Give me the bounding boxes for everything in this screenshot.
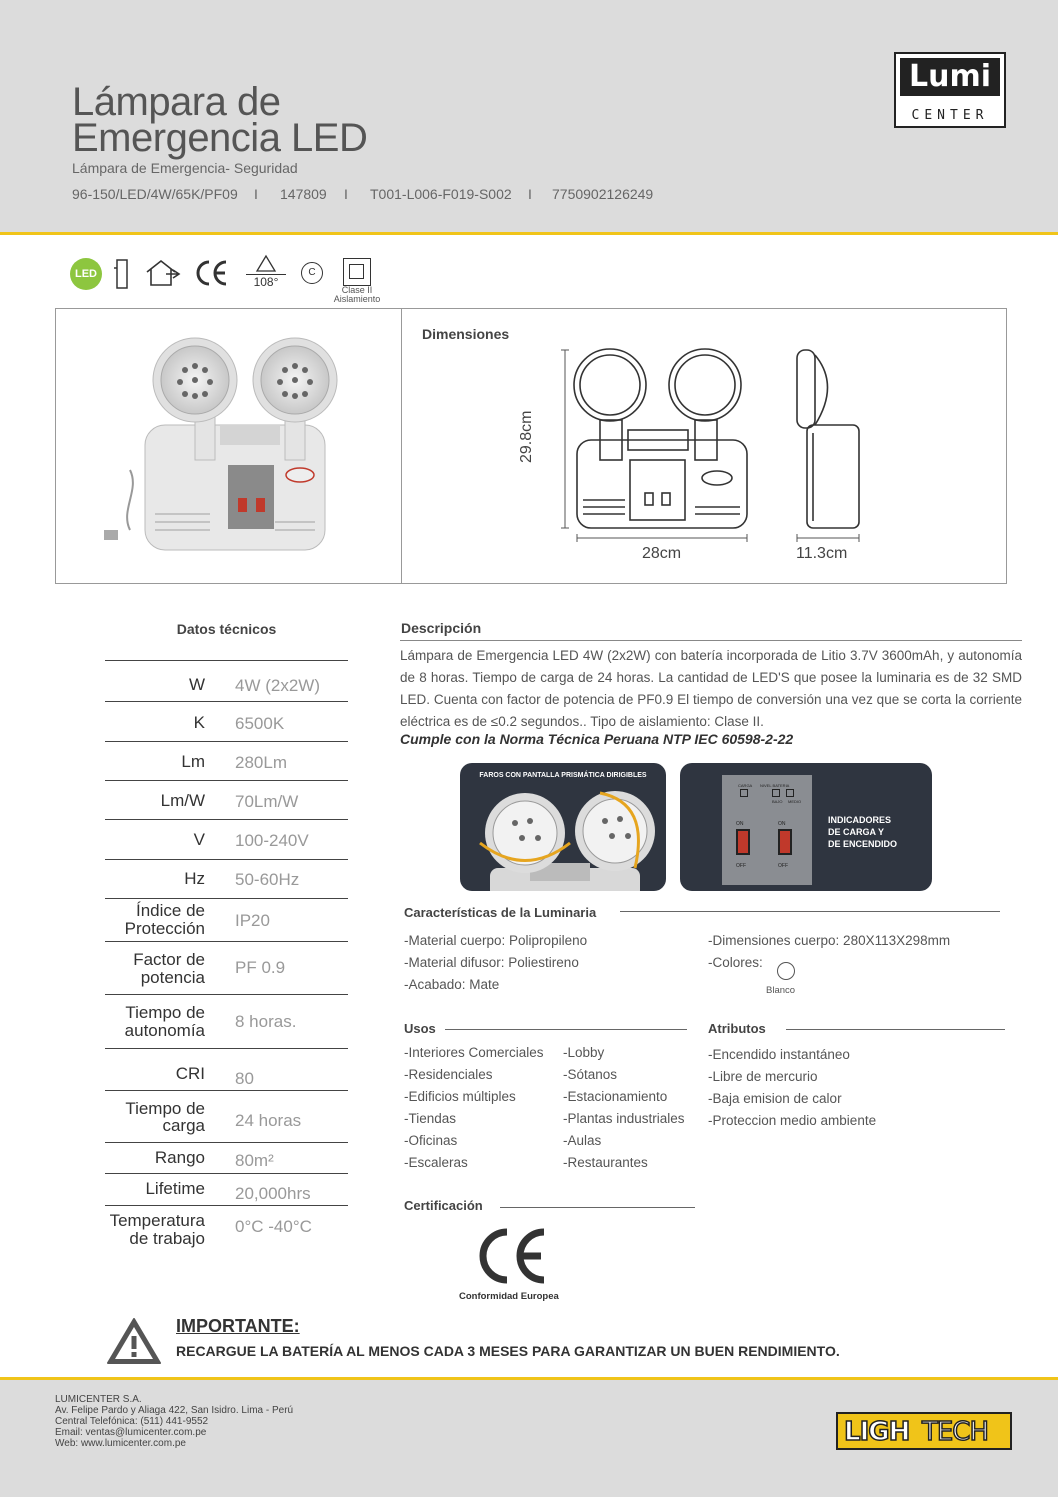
tech-label-autonomy-1: Tiempo de	[125, 1003, 205, 1022]
list-item: -Estacionamiento	[563, 1089, 668, 1104]
product-photo	[100, 330, 340, 560]
list-item: -Plantas industriales	[563, 1111, 685, 1126]
product-barcode: 7750902126249	[552, 186, 654, 202]
norma-text: Cumple con la Norma Técnica Peruana NTP IEC 60598-2-22	[400, 731, 794, 747]
list-item: -Acabado: Mate	[404, 977, 500, 992]
tech-label-temp-2: de trabajo	[129, 1229, 205, 1248]
dimensions-heading: Dimensiones	[422, 326, 510, 342]
tech-value-lifetime: 20,000hrs	[235, 1184, 311, 1203]
table-row-divider	[105, 660, 348, 661]
lumicenter-logo	[894, 52, 1006, 128]
tech-value-range: 80m²	[235, 1151, 274, 1170]
list-item: -Baja emision de calor	[708, 1091, 842, 1106]
list-item: -Oficinas	[404, 1133, 458, 1148]
list-item: -Lobby	[563, 1045, 605, 1060]
lightech-logo-left: LIGH	[844, 1417, 910, 1447]
indicators-caption: INDICADORES DE CARGA Y DE ENCENDIDO	[828, 815, 898, 849]
table-row-divider	[105, 1173, 348, 1174]
dimension-depth-label: 11.3cm	[796, 545, 848, 562]
tech-label-pf-1: Factor de	[133, 950, 205, 969]
list-item: -Material difusor: Poliestireno	[404, 955, 579, 970]
table-row-divider	[105, 741, 348, 742]
tech-label-lm: Lm	[181, 752, 205, 771]
description-text: Lámpara de Emergencia LED 4W (2x2W) con batería incorporada de Litio 3.7V 3600mAh, y autonomía de 8 horas. Tiempo de carga de 24 horas. La cantidad de LED'S que posee la luminaria es de 32 SMD LED. Cuenta con factor de potencia de PF0.9 El tiempo de conversión una vez que se corta la corriente eléctrica es de ≤0.2 segundos.. Tipo de aislamiento: Clase II.	[400, 648, 1022, 729]
table-row-divider	[105, 819, 348, 820]
tech-value-charge: 24 horas	[235, 1111, 302, 1130]
attributes-heading: Atributos	[708, 1021, 766, 1036]
table-row-divider	[105, 1048, 348, 1049]
beam-angle-icon	[254, 254, 278, 274]
table-row-divider	[105, 780, 348, 781]
tech-label-ip-1: Índice de	[136, 901, 205, 920]
tech-label-temp-1: Temperatura	[109, 1211, 205, 1230]
list-item: -Restaurantes	[563, 1155, 648, 1170]
list-item: -Proteccion medio ambiente	[708, 1113, 877, 1128]
tech-label-ip-2: Protección	[124, 919, 205, 938]
table-row-divider	[105, 1205, 348, 1206]
beam-angle-label: 108°	[246, 274, 286, 288]
uses-heading: Usos	[404, 1021, 436, 1036]
heads-photo-image	[460, 783, 666, 891]
list-item: -Edificios múltiples	[404, 1089, 516, 1104]
table-row-divider	[105, 859, 348, 860]
footer-accent-line	[0, 1377, 1058, 1380]
ce-mark-icon	[476, 1224, 548, 1288]
footer-address: Av. Felipe Pardo y Aliaga 422, San Isidro. Lima - Perú	[55, 1405, 294, 1416]
footer-company: LUMICENTER S.A.	[55, 1394, 142, 1405]
product-reference: T001-L006-F019-S002	[370, 186, 512, 202]
dimension-width-label: 28cm	[642, 545, 682, 562]
page-title-line-2: Emergencia LED	[72, 116, 368, 160]
tech-label-autonomy-2: autonomía	[124, 1021, 205, 1040]
footer-email: Email: ventas@lumicenter.com.pe	[55, 1427, 207, 1438]
tech-label-v: V	[193, 830, 205, 849]
important-title: IMPORTANTE:	[176, 1316, 300, 1336]
uses-list-col2	[563, 1042, 685, 1174]
list-item: -Encendido instantáneo	[708, 1047, 850, 1062]
c-mark-icon: C	[301, 262, 323, 284]
dimensions-drawing	[535, 345, 875, 545]
tech-value-cri: 80	[235, 1069, 254, 1088]
page-subtitle: Lámpara de Emergencia- Seguridad	[72, 160, 298, 176]
characteristics-heading: Características de la Luminaria	[404, 905, 597, 920]
description-heading: Descripción	[401, 620, 482, 636]
ce-icon	[194, 258, 230, 288]
uses-line	[445, 1029, 687, 1030]
characteristics-line	[620, 911, 1000, 912]
feature-photo-heads-caption: FAROS CON PANTALLA PRISMÁTICA DIRIGIBLES	[479, 772, 647, 779]
list-item: -Aulas	[563, 1133, 602, 1148]
list-item: -Colores:	[708, 955, 763, 970]
tech-label-charge-2: carga	[162, 1116, 205, 1135]
tech-label-lmw: Lm/W	[160, 791, 205, 810]
wall-mount-icon	[114, 258, 132, 290]
certification-caption: Conformidad Europea	[459, 1291, 559, 1302]
class-ii-icon	[343, 258, 371, 286]
feature-photo-panel	[680, 763, 932, 891]
tech-value-pf: PF 0.9	[235, 958, 286, 977]
important-text: RECARGUE LA BATERÍA AL MENOS CADA 3 MESES PARA GARANTIZAR UN BUEN RENDIMIENTO.	[176, 1343, 840, 1359]
logo-center-text: CENTER	[911, 108, 989, 123]
lightech-logo-right: TECH	[922, 1417, 989, 1447]
indoor-use-icon	[144, 258, 182, 288]
code-separator: I	[254, 186, 258, 202]
led-icon: LED	[70, 258, 102, 290]
tech-value-autonomy: 8 horas.	[235, 1012, 297, 1031]
feature-photo-heads	[460, 763, 666, 891]
tech-label-k: K	[193, 713, 205, 732]
color-swatch-label: Blanco	[766, 985, 796, 996]
tech-label-hz: Hz	[184, 869, 205, 888]
product-id: 147809	[280, 186, 327, 202]
tech-label-w: W	[188, 675, 205, 694]
attributes-line	[786, 1029, 1005, 1030]
lightech-logo	[836, 1412, 1012, 1450]
table-row-divider	[105, 898, 348, 899]
description-line	[400, 640, 1022, 641]
product-box-divider	[401, 308, 402, 584]
tech-label-charge-1: Tiempo de	[125, 1099, 205, 1118]
class-ii-label-1: Clase II	[341, 285, 373, 295]
code-separator: I	[528, 186, 532, 202]
certification-line	[500, 1207, 695, 1208]
tech-value-lm: 280Lm	[235, 753, 287, 772]
color-swatch-white	[777, 962, 795, 980]
tech-value-v: 100-240V	[235, 831, 309, 850]
footer-phone: Central Telefónica: (511) 441-9552	[55, 1416, 209, 1427]
left-switch-image	[736, 829, 750, 855]
tech-value-hz: 50-60Hz	[235, 870, 300, 889]
list-item: -Escaleras	[404, 1155, 468, 1170]
list-item: -Sótanos	[563, 1067, 618, 1082]
characteristics-right-list	[708, 930, 950, 974]
tech-value-w: 4W (2x2W)	[235, 676, 320, 695]
dimension-height-label: 29.8cm	[518, 410, 535, 463]
list-item: -Interiores Comerciales	[404, 1045, 544, 1060]
characteristics-left-list	[404, 930, 587, 996]
right-switch-image	[778, 829, 792, 855]
table-row-divider	[105, 1142, 348, 1143]
certification-heading: Certificación	[404, 1198, 483, 1213]
table-row-divider	[105, 994, 348, 995]
page-title-line-1: Lámpara de	[72, 80, 281, 124]
tech-label-lifetime: Lifetime	[145, 1179, 205, 1198]
list-item: -Libre de mercurio	[708, 1069, 818, 1084]
attributes-list	[708, 1044, 876, 1132]
table-row-divider	[105, 941, 348, 942]
tech-value-lmw: 70Lm/W	[235, 792, 299, 811]
list-item: -Residenciales	[404, 1067, 493, 1082]
tech-value-temp: 0°C -40°C	[235, 1217, 312, 1236]
logo-lumi-text: Lumi	[900, 58, 1000, 96]
tech-label-cri: CRI	[175, 1064, 205, 1083]
header-accent-line	[0, 232, 1058, 235]
footer-web: Web: www.lumicenter.com.pe	[55, 1438, 186, 1449]
class-ii-label-2: Aislamiento	[333, 294, 381, 304]
product-code: 96-150/LED/4W/65K/PF09	[72, 186, 238, 202]
code-separator: I	[344, 186, 348, 202]
tech-value-ip: IP20	[235, 911, 270, 930]
table-row-divider	[105, 1090, 348, 1091]
table-row-divider	[105, 701, 348, 702]
tech-data-heading: Datos técnicos	[176, 621, 277, 637]
list-item: -Tiendas	[404, 1111, 457, 1126]
tech-label-range: Rango	[154, 1148, 205, 1167]
uses-list-col1	[404, 1042, 544, 1174]
list-item: -Dimensiones cuerpo: 280X113X298mm	[708, 933, 951, 948]
tech-value-k: 6500K	[235, 714, 285, 733]
list-item: -Material cuerpo: Polipropileno	[404, 933, 588, 948]
warning-icon	[106, 1316, 162, 1366]
control-panel-image: CARGA NIVEL BATERIA BAJO MEDIO ON ON OFF OFF	[722, 775, 812, 885]
tech-label-pf-2: potencia	[140, 968, 205, 987]
